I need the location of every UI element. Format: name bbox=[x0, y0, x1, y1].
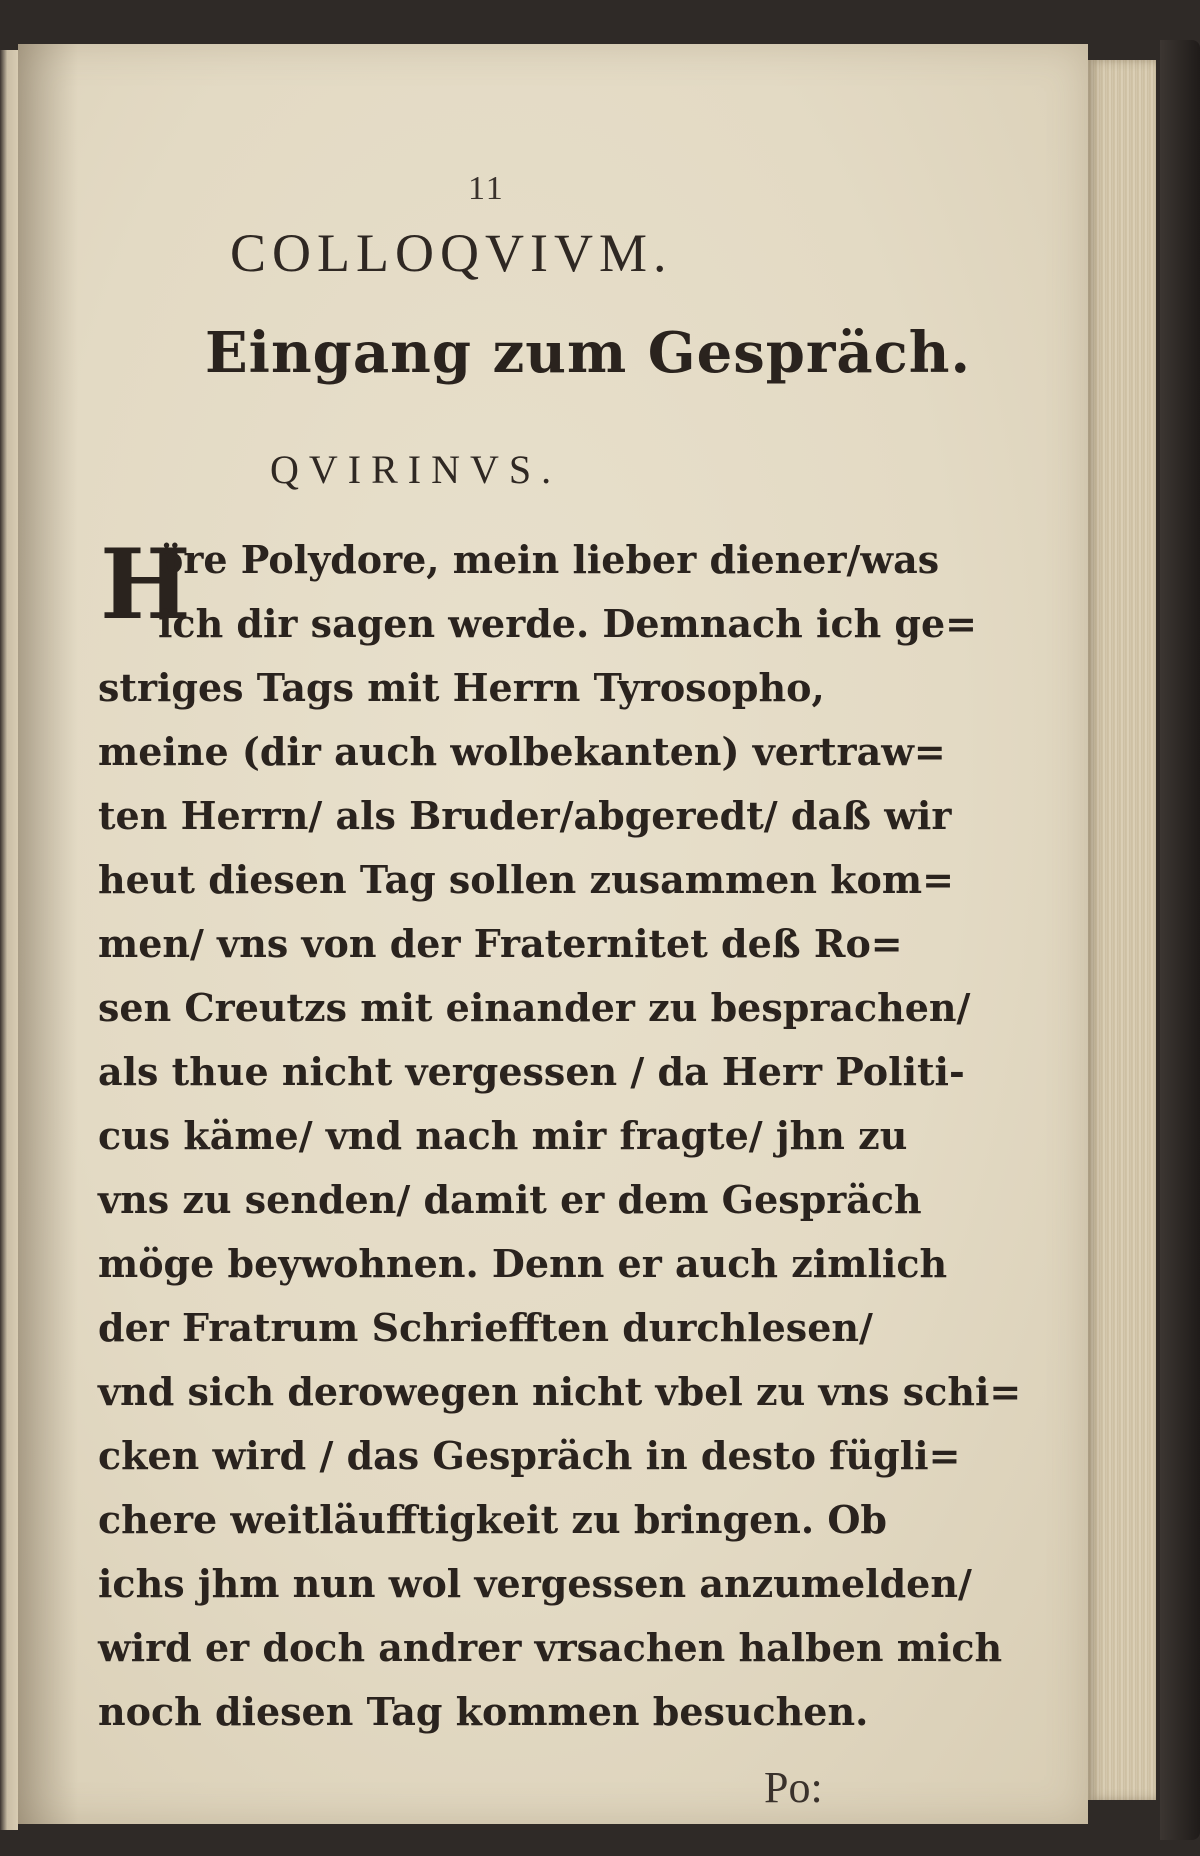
text-line: ichs jhm nun wol vergessen anzumelden/ bbox=[98, 1561, 972, 1606]
left-page-edge bbox=[0, 50, 18, 1830]
text-line: striges Tags mit Herrn Tyrosopho, bbox=[98, 665, 825, 710]
text-line: wird er doch andrer vrsachen halben mich bbox=[98, 1625, 1003, 1670]
section-heading: Eingang zum Gespräch. bbox=[205, 320, 971, 386]
text-line: noch diesen Tag kommen besuchen. bbox=[98, 1689, 869, 1734]
text-line: der Fratrum Schriefften durchlesen/ bbox=[98, 1305, 873, 1350]
text-line: meine (dir auch wolbekanten) vertraw= bbox=[98, 729, 946, 774]
text-line: heut diesen Tag sollen zusammen kom= bbox=[98, 857, 954, 902]
text-line: vnd sich derowegen nicht vbel zu vns schi= bbox=[98, 1369, 1022, 1414]
page-number: 11 bbox=[468, 170, 505, 207]
text-line: chere weitläufftigkeit zu bringen. Ob bbox=[98, 1497, 888, 1542]
text-line: öre Polydore, mein lieber diener/was bbox=[158, 537, 940, 582]
catchword: Po: bbox=[764, 1763, 823, 1812]
text-line: als thue nicht vergessen / da Herr Politi- bbox=[98, 1049, 965, 1094]
book-cover-edge bbox=[1160, 40, 1200, 1840]
text-line: sen Creutzs mit einander zu besprachen/ bbox=[98, 985, 971, 1030]
page-gutter-shadow bbox=[18, 44, 78, 1824]
text-line: vns zu senden/ damit er dem Gespräch bbox=[98, 1177, 922, 1222]
body-text bbox=[98, 528, 1022, 1744]
drop-initial: H bbox=[100, 528, 191, 641]
text-line: ich dir sagen werde. Demnach ich ge= bbox=[158, 601, 978, 646]
text-line: cus käme/ vnd nach mir fragte/ jhn zu bbox=[98, 1113, 908, 1158]
text-line: möge beywohnen. Denn er auch zimlich bbox=[98, 1241, 948, 1286]
text-line: cken wird / das Gespräch in desto fügli= bbox=[98, 1433, 961, 1478]
text-line: ten Herrn/ als Bruder/abgeredt/ daß wir bbox=[98, 793, 952, 838]
running-title: COLLOQVIVM. bbox=[230, 223, 673, 283]
page-fore-edge bbox=[1088, 60, 1156, 1800]
speaker-name: QVIRINVS. bbox=[270, 447, 562, 492]
text-line: men/ vns von der Fraternitet deß Ro= bbox=[98, 921, 903, 966]
